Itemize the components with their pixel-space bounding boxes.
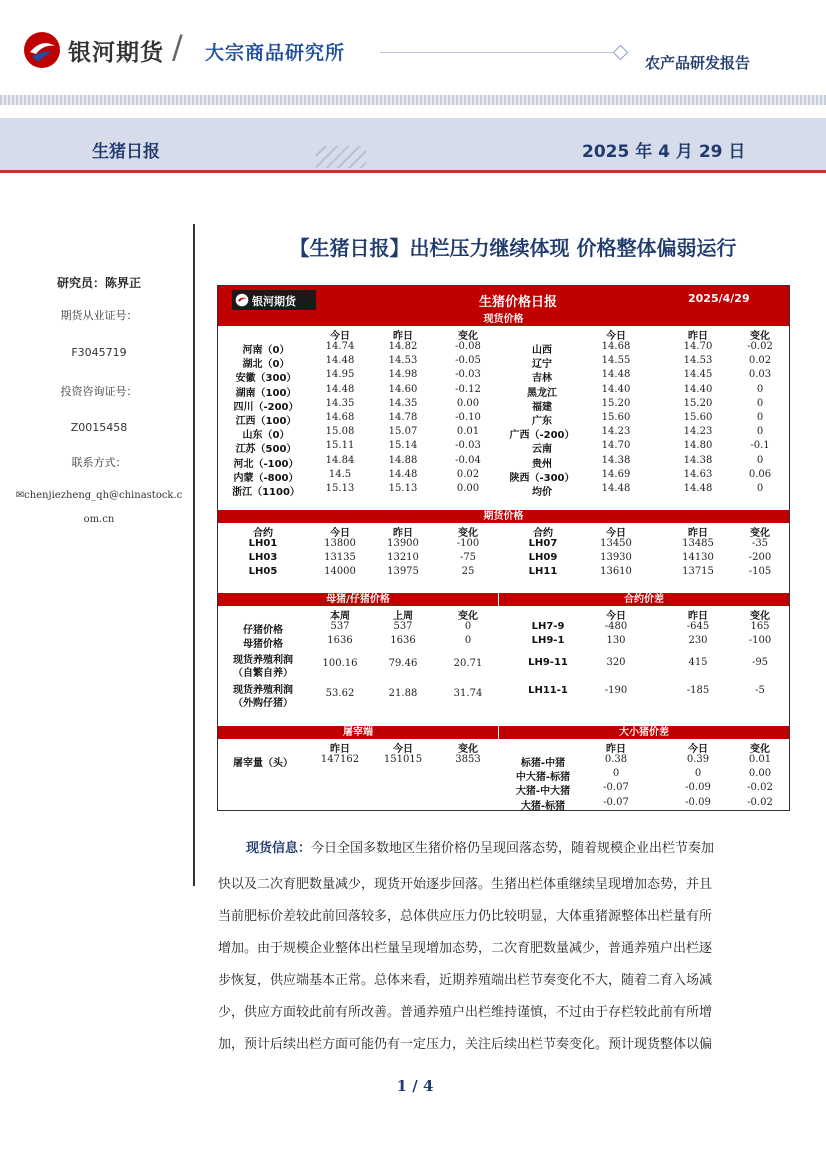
region-label: 山东（0） <box>242 430 290 442</box>
spot-price-cell: 14.68 <box>601 341 631 352</box>
row-label: 现货养殖利润 <box>233 655 293 666</box>
column-header: 合约 <box>533 528 553 539</box>
headline: 【生猪日报】出栏压力继续体现 价格整体偏弱运行 <box>289 236 737 260</box>
spot-price-cell: 0 <box>756 397 764 409</box>
paragraph-line-1: 现货信息：今日全国多数地区生猪价格仍呈现回落态势，随着规模企业出栏节奏加 <box>246 841 715 856</box>
sidebar-divider <box>193 224 195 886</box>
price-cell: 0 <box>464 635 472 647</box>
spread-cell: -480 <box>604 621 628 632</box>
futures-price-cell: -105 <box>748 566 772 578</box>
spot-price-cell: 0 <box>756 383 764 395</box>
pig-price-table <box>217 285 790 811</box>
futures-price-grid <box>218 524 789 580</box>
spot-price-cell: 14.35 <box>388 397 418 409</box>
spot-price-cell: 14.45 <box>683 369 713 381</box>
column-header: 今日 <box>606 528 626 539</box>
slaughter-grid <box>218 740 498 808</box>
spot-price-cell: 14.95 <box>325 369 355 381</box>
futures-price-cell: 13975 <box>387 566 419 578</box>
header-hatch-band <box>0 95 826 105</box>
spot-price-cell: 14.88 <box>388 454 418 466</box>
futures-price-cell: -75 <box>459 552 477 564</box>
paragraph-line-7: 加，预计后续出栏方面可能仍有一定压力，关注后续出栏节奏变化。预计现货整体以偏 <box>218 1037 713 1052</box>
spread-cell: -645 <box>686 621 710 632</box>
report-date: 2025 年 4 月 29 日 <box>582 142 746 162</box>
paragraph-line-2: 快以及二次育肥数量减少，现货开始逐步回落。生猪出栏体重继续呈现增加态势，并且 <box>218 877 713 892</box>
spot-price-cell: -0.12 <box>455 383 481 395</box>
column-header: 变化 <box>750 331 770 342</box>
size-spread-cell: 0.39 <box>686 754 710 765</box>
spot-price-cell: 0 <box>756 412 764 423</box>
spot-price-cell: -0.03 <box>455 440 481 452</box>
size-spread-label: 大猪-标猪 <box>520 800 566 812</box>
region-label: 四川（-200） <box>233 401 299 413</box>
spread-cell: 415 <box>688 657 708 668</box>
contract-spread-grid <box>499 607 789 709</box>
column-header: 上周 <box>393 611 413 622</box>
futures-price-cell: 13715 <box>682 566 714 578</box>
profit-cell: 21.88 <box>388 688 418 699</box>
email-line-2: om.cn <box>83 514 115 525</box>
galaxy-futures-logo-icon <box>235 293 249 307</box>
price-cell: 0 <box>464 621 472 632</box>
license-number: F3045719 <box>71 346 127 359</box>
column-header: 今日 <box>688 744 708 755</box>
row-label: 母猪价格 <box>243 639 283 651</box>
advisor-label: 投资咨询证号： <box>60 385 138 398</box>
futures-price-cell: -35 <box>751 538 769 549</box>
spread-cell: -95 <box>751 657 769 668</box>
email-line-1: chenjiezheng_qh@chinastock.c <box>24 490 183 501</box>
spot-price-cell: 14.53 <box>388 355 418 367</box>
section-size-spread: 大小猪价差 <box>499 726 789 739</box>
region-label: 湖北（0） <box>242 359 290 371</box>
region-label: 福建 <box>532 401 552 413</box>
spot-price-cell: 14.40 <box>683 383 713 395</box>
region-label: 黑龙江 <box>527 387 557 399</box>
futures-price-cell: 13610 <box>600 566 632 578</box>
spot-price-cell: 14.35 <box>325 397 355 409</box>
spot-price-cell: 15.20 <box>601 397 631 409</box>
spread-cell: 165 <box>750 621 770 632</box>
page-number: 1 / 4 <box>396 1077 434 1095</box>
region-label: 内蒙（-800） <box>233 472 299 484</box>
mail-icon: ✉ <box>15 490 25 501</box>
spread-cell: 230 <box>688 635 708 647</box>
size-spread-cell: -0.09 <box>685 796 711 808</box>
spread-cell: 320 <box>606 657 626 668</box>
size-spread-cell: -0.07 <box>603 782 629 794</box>
price-cell: 1636 <box>390 635 416 647</box>
spot-price-cell: 14.70 <box>683 341 713 352</box>
spread-cell: -100 <box>748 635 772 647</box>
report-type: 农产品研发报告 <box>645 54 751 72</box>
futures-price-cell: 13450 <box>600 538 632 549</box>
spot-price-cell: 0 <box>756 426 764 438</box>
futures-price-cell: 13900 <box>387 538 419 549</box>
spot-price-cell: 14.48 <box>601 369 631 381</box>
spread-cell: -185 <box>686 685 710 696</box>
spot-price-grid <box>218 327 789 498</box>
region-label: 安徽（300） <box>235 373 297 385</box>
spot-price-cell: 0.06 <box>748 468 772 480</box>
table-title: 生猪价格日报 <box>478 295 557 310</box>
column-header: 昨日 <box>688 331 708 342</box>
region-label: 贵州 <box>532 458 552 470</box>
spot-price-cell: 14.82 <box>388 341 418 352</box>
futures-price-cell: 13800 <box>324 538 356 549</box>
size-spread-cell: 0 <box>612 768 620 780</box>
column-header: 今日 <box>330 331 350 342</box>
futures-price-cell: 13930 <box>600 552 632 564</box>
futures-price-cell: -200 <box>748 552 772 564</box>
column-header: 变化 <box>750 611 770 622</box>
column-header: 变化 <box>750 744 770 755</box>
column-header: 昨日 <box>688 611 708 622</box>
size-spread-cell: -0.07 <box>603 796 629 808</box>
spread-cell: 130 <box>606 635 626 647</box>
spread-cell: -190 <box>604 685 628 696</box>
contract-label: LH11 <box>528 566 558 578</box>
spot-price-cell: 0.00 <box>456 483 480 494</box>
title-bar-stripes <box>316 146 366 168</box>
contract-label: LH01 <box>248 538 278 549</box>
spot-price-cell: 14.23 <box>601 426 631 438</box>
spot-price-cell: 14.78 <box>388 412 418 423</box>
spot-price-cell: 14.55 <box>601 355 631 367</box>
spot-price-cell: 14.48 <box>325 355 355 367</box>
spot-price-cell: 14.60 <box>388 383 418 395</box>
profit-cell: 20.71 <box>453 658 483 669</box>
brand-divider: / <box>172 28 183 66</box>
spot-price-cell: 15.13 <box>388 483 418 494</box>
institute-name: 大宗商品研究所 <box>205 42 346 64</box>
spot-price-cell: 15.11 <box>325 440 355 452</box>
spot-price-cell: 15.14 <box>388 440 418 452</box>
spread-label: LH11-1 <box>528 685 568 696</box>
region-label: 广东 <box>532 416 552 427</box>
spot-price-cell: 14.70 <box>601 440 631 452</box>
region-label: 云南 <box>532 444 552 456</box>
futures-price-cell: -100 <box>456 538 480 549</box>
slaughter-cell: 3853 <box>455 754 481 765</box>
spot-price-cell: -0.1 <box>750 440 770 452</box>
row-label: 屠宰量（头） <box>233 758 293 769</box>
section-slaughter: 屠宰端 <box>218 726 498 739</box>
price-cell: 1636 <box>327 635 353 647</box>
region-label: 辽宁 <box>532 359 552 371</box>
column-header: 变化 <box>750 528 770 539</box>
slaughter-cell: 147162 <box>320 754 360 765</box>
profit-cell: 31.74 <box>453 688 483 699</box>
spot-price-cell: -0.05 <box>455 355 481 367</box>
size-spread-cell: -0.02 <box>747 796 773 808</box>
futures-price-cell: 13485 <box>682 538 714 549</box>
region-label: 河北（-100） <box>233 458 299 470</box>
column-header: 变化 <box>458 528 478 539</box>
region-label: 河南（0） <box>242 345 290 356</box>
paragraph-line-6: 少，供应方面较此前有所改善。普通养殖户出栏维持谨慎，不过由于存栏较此前有所增 <box>218 1005 713 1020</box>
spot-price-cell: 14.38 <box>601 454 631 466</box>
title-bar-accent-line <box>0 170 826 173</box>
spot-price-cell: 14.48 <box>601 483 631 494</box>
license-label: 期货从业证号： <box>60 309 138 322</box>
contract-label: LH03 <box>248 552 278 564</box>
column-header: 昨日 <box>393 528 413 539</box>
spot-price-cell: -0.08 <box>455 341 481 352</box>
galaxy-futures-logo-icon <box>22 30 62 70</box>
size-spread-cell: 0.00 <box>748 768 772 780</box>
size-spread-label: 中大猪-标猪 <box>515 772 571 784</box>
spot-price-cell: 15.08 <box>325 426 355 438</box>
column-header: 昨日 <box>606 744 626 755</box>
spot-price-cell: 0.02 <box>748 355 772 367</box>
spot-price-cell: 0.03 <box>748 369 772 381</box>
header-rule <box>380 52 620 53</box>
spot-price-cell: 14.5 <box>328 468 352 480</box>
column-header: 今日 <box>393 744 413 755</box>
contact-label: 联系方式： <box>71 456 127 469</box>
column-header: 今日 <box>606 331 626 342</box>
spot-price-cell: 0 <box>756 454 764 466</box>
paragraph-line-4: 增加。由于规模企业整体出栏量呈现增加态势，二次育肥数量减少，普通养殖户出栏逐 <box>218 941 713 956</box>
futures-price-cell: 13210 <box>387 552 419 564</box>
spot-price-cell: 15.60 <box>683 412 713 423</box>
spot-price-cell: 15.60 <box>601 412 631 423</box>
spot-price-cell: -0.02 <box>747 341 773 352</box>
daily-report-name: 生猪日报 <box>92 142 160 162</box>
spot-price-cell: 14.48 <box>325 383 355 395</box>
row-label: 现货养殖利润 <box>233 685 293 696</box>
profit-cell: 79.46 <box>388 658 418 669</box>
contract-label: LH09 <box>528 552 558 564</box>
paragraph-line-5: 步恢复，供应端基本正常。总体来看，近期养殖端出栏节奏变化不大，随着二育入场减 <box>218 973 713 988</box>
spot-price-cell: 14.80 <box>683 440 713 452</box>
size-spread-cell: 0.01 <box>748 754 772 765</box>
region-label: 江苏（500） <box>235 444 297 456</box>
row-label: （外购仔猪） <box>233 698 293 709</box>
profit-cell: 100.16 <box>322 658 358 669</box>
spot-price-cell: 0.02 <box>456 468 480 480</box>
contract-label: LH07 <box>528 538 558 549</box>
spot-info-lead: 现货信息： <box>246 841 312 856</box>
region-label: 陕西（-300） <box>509 472 575 484</box>
region-label: 浙江（1100） <box>232 487 300 498</box>
paragraph-line-3: 当前肥标价差较此前回落较多，总体供应压力仍比较明显，大体重猪源整体出栏量有所 <box>218 909 713 924</box>
contract-label: LH05 <box>248 566 278 578</box>
size-spread-grid <box>499 740 789 812</box>
spot-price-cell: 15.07 <box>388 426 418 438</box>
column-header: 变化 <box>458 744 478 755</box>
spot-price-cell: 14.53 <box>683 355 713 367</box>
size-spread-cell: 0 <box>694 768 702 780</box>
spread-label: LH9-11 <box>528 657 568 668</box>
futures-price-cell: 14000 <box>324 566 356 578</box>
size-spread-cell: -0.02 <box>747 782 773 794</box>
row-label: （自繁自养） <box>233 668 293 679</box>
size-spread-cell: -0.09 <box>685 782 711 794</box>
spot-price-cell: 14.69 <box>601 468 631 480</box>
region-label: 均价 <box>532 487 552 498</box>
section-futures: 期货价格 <box>218 510 789 523</box>
column-header: 本周 <box>330 611 350 622</box>
spot-price-cell: 14.63 <box>683 468 713 480</box>
table-logo <box>232 290 316 310</box>
spot-price-cell: 14.38 <box>683 454 713 466</box>
spot-price-cell: 14.48 <box>388 468 418 480</box>
size-spread-label: 大猪-中大猪 <box>515 786 571 798</box>
futures-price-cell: 14130 <box>682 552 714 564</box>
column-header: 今日 <box>606 611 626 622</box>
spot-price-cell: 0.00 <box>456 397 480 409</box>
spot-price-cell: 14.74 <box>325 341 355 352</box>
column-header: 变化 <box>458 331 478 342</box>
futures-price-cell: 13135 <box>324 552 356 564</box>
table-logo-text: 银河期货 <box>252 295 296 308</box>
section-sow-piglet: 母猪/仔猪价格 <box>218 593 498 606</box>
profit-cell: 53.62 <box>325 688 355 699</box>
table-date: 2025/4/29 <box>688 292 750 305</box>
sow-piglet-grid <box>218 607 498 709</box>
region-label: 广西（-200） <box>509 430 575 442</box>
region-label: 湖南（100） <box>235 387 297 399</box>
spread-cell: -5 <box>755 685 765 696</box>
spread-label: LH9-1 <box>531 635 565 647</box>
column-header: 昨日 <box>688 528 708 539</box>
diamond-ornament-icon <box>613 45 629 61</box>
column-header: 合约 <box>253 528 273 539</box>
slaughter-cell: 151015 <box>383 754 423 765</box>
price-cell: 537 <box>330 621 350 632</box>
spot-price-cell: -0.10 <box>455 412 481 423</box>
region-label: 山西 <box>532 345 552 356</box>
size-spread-cell: 0.38 <box>604 754 628 765</box>
spot-price-cell: 14.40 <box>601 383 631 395</box>
email-address[interactable] <box>10 490 188 501</box>
price-cell: 537 <box>393 621 413 632</box>
advisor-number: Z0015458 <box>70 421 128 434</box>
brand-name: 银河期货 <box>68 40 164 66</box>
spot-price-cell: 0.01 <box>456 426 480 438</box>
spot-price-cell: 14.68 <box>325 412 355 423</box>
size-spread-label: 标猪-中猪 <box>520 758 566 769</box>
spot-price-cell: 14.48 <box>683 483 713 494</box>
spot-price-cell: -0.03 <box>455 369 481 381</box>
researcher-name: 研究员：陈界正 <box>56 276 141 290</box>
column-header: 今日 <box>330 528 350 539</box>
spot-price-cell: 14.84 <box>325 454 355 466</box>
spot-price-cell: 15.13 <box>325 483 355 494</box>
spot-price-cell: 0 <box>756 483 764 494</box>
spot-price-cell: 15.20 <box>683 397 713 409</box>
spot-price-cell: 14.23 <box>683 426 713 438</box>
spot-price-cell: 14.98 <box>388 369 418 381</box>
row-label: 仔猪价格 <box>243 625 283 636</box>
column-header: 昨日 <box>393 331 413 342</box>
region-label: 吉林 <box>532 373 552 385</box>
spread-label: LH7-9 <box>531 621 565 632</box>
section-contract-spread: 合约价差 <box>499 593 789 606</box>
column-header: 变化 <box>458 611 478 622</box>
region-label: 江西（100） <box>235 416 297 427</box>
futures-price-cell: 25 <box>461 566 475 578</box>
section-spot: 现货价格 <box>218 313 789 326</box>
spot-price-cell: -0.04 <box>455 454 481 466</box>
column-header: 昨日 <box>330 744 350 755</box>
